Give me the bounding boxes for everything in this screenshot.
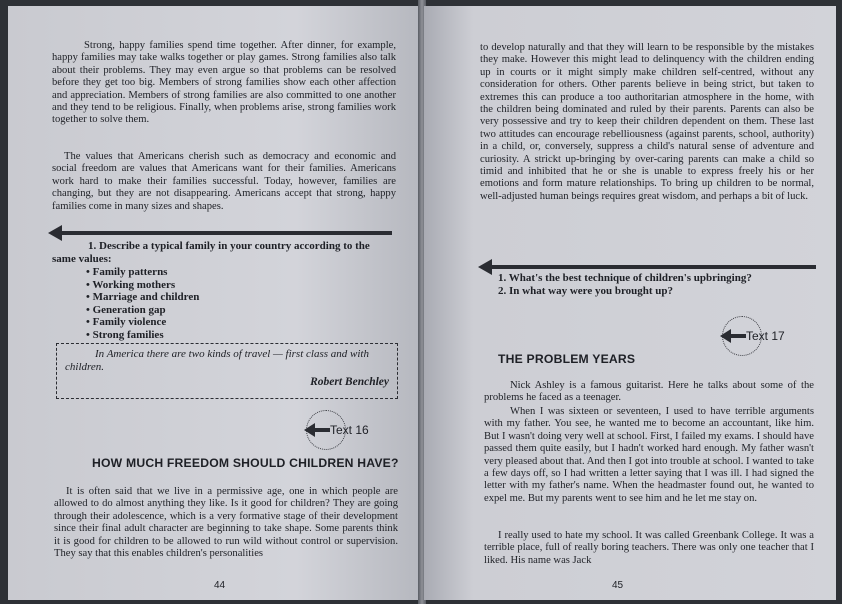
right-para-2: Nick Ashley is a famous guitarist. Here he talks about some of the problems he faced as a teenager. (484, 380, 814, 404)
quote-author: Robert Benchley (310, 376, 389, 388)
text-badge (716, 316, 785, 356)
list-item: • Generation gap (86, 304, 386, 317)
arrow-icon (314, 428, 330, 432)
right-question-2: 2. In what way were you brought up? (498, 285, 674, 297)
left-question: 1. Describe a typical family in your country according to the same values: (52, 240, 370, 265)
section-heading: THE PROBLEM YEARS (498, 352, 636, 366)
quote-box (56, 343, 398, 399)
list-item: • Family patterns (86, 266, 386, 279)
badge-label: Text 16 (330, 423, 369, 437)
right-para-1: to develop naturally and that they will learn to be responsible by the mistakes they make. However this might lead to delinquency with the children ending up in courts or it might simply make children self-centred, without any consideration for others. Other parents believe in being strict, but taken to extremes this can produce a too authoritarian atmosphere in the home, with the children being dominated and ruled by their parents. Parents can also be very possessive and try to keep their children dependent on them. These last two attitudes can encourage rebelliousness (against parents, school, authority) in a child, or, conversely, suppress a child's natural sense of adventure and curiosity. A strickt up-bringing by over-caring parents can make a child so timid and inhibited that he or she is unable to express freely his or her emotions and form mature relationships. To bring up children to be normal, well-adjusted human beings requires great wisdom, and perhaps a bit of luck. (480, 42, 814, 202)
list-item: • Working mothers (86, 279, 386, 292)
left-para-2: The values that Americans cherish such as democracy and economic and social freedom are values that Americans want for their families. Americans work hard to make their families successful. Today, however, families are changing, but they are not disappearing. Americans accept that strong, happy families come in many sizes and shapes. (52, 151, 396, 212)
list-item: • Strong families (86, 329, 386, 342)
page-number: 45 (612, 580, 624, 591)
left-para-1: Strong, happy families spend time together. After dinner, for example, happy families may take walks together or play games. Strong families also talk about their problems. They may even argue so that problems can be resolved before they get too big. Members of strong families show each other affection and appreciation. Members of strong families are also committed to one another and they tend to be religious. Finally, when problems arise, strong families work together to solve them. (52, 40, 396, 126)
list-item: • Marriage and children (86, 291, 386, 304)
left-para-3: It is often said that we live in a permissive age, one in which people are allowed to do almost anything they like. Is it good for children? They are going through their adolescence, which is a very formative stage of their development since their final adult character are beginning to take shape. Some parents think it is good for children to be allowed to run wild without control or supervision. They say that this enables children's personalities (54, 486, 398, 560)
badge-label: Text 17 (746, 329, 785, 343)
right-page (424, 6, 836, 600)
right-para-4: I really used to hate my school. It was called Greenbank College. It was a terrible place, full of really boring teachers. There was only one teacher that I liked. His name was Jack (484, 530, 814, 566)
section-heading: HOW MUCH FREEDOM SHOULD CHILDREN HAVE? (92, 456, 399, 470)
left-page (8, 6, 420, 600)
right-question-1: 1. What's the best technique of children's upbringing? (498, 272, 752, 284)
left-arrow-icon (48, 228, 392, 238)
quote-text: In America there are two kinds of travel — first class and with children. (65, 348, 369, 373)
page-number: 44 (214, 580, 226, 591)
list-item: • Family violence (86, 316, 386, 329)
bullet-list (86, 266, 386, 342)
right-para-3: When I was sixteen or seventeen, I used to have terrible arguments with my father. You see, he wanted me to become an accountant, like him. But I wasn't doing very well at school. First, I failed my exams. I should have passed them quite easily, but I hadn't worked hard enough. My father wasn't very pleased about that. And then I got into trouble at school. I wanted to take a few days off, so I had written a letter saying that I was ill. I had signed the letter with my father's name. When the headmaster found out, he wanted to expel me. But my parents went to see him and he let me stay on. (484, 406, 814, 504)
right-arrow-icon (478, 262, 816, 272)
text-badge (300, 410, 369, 450)
arrow-icon (730, 334, 746, 338)
